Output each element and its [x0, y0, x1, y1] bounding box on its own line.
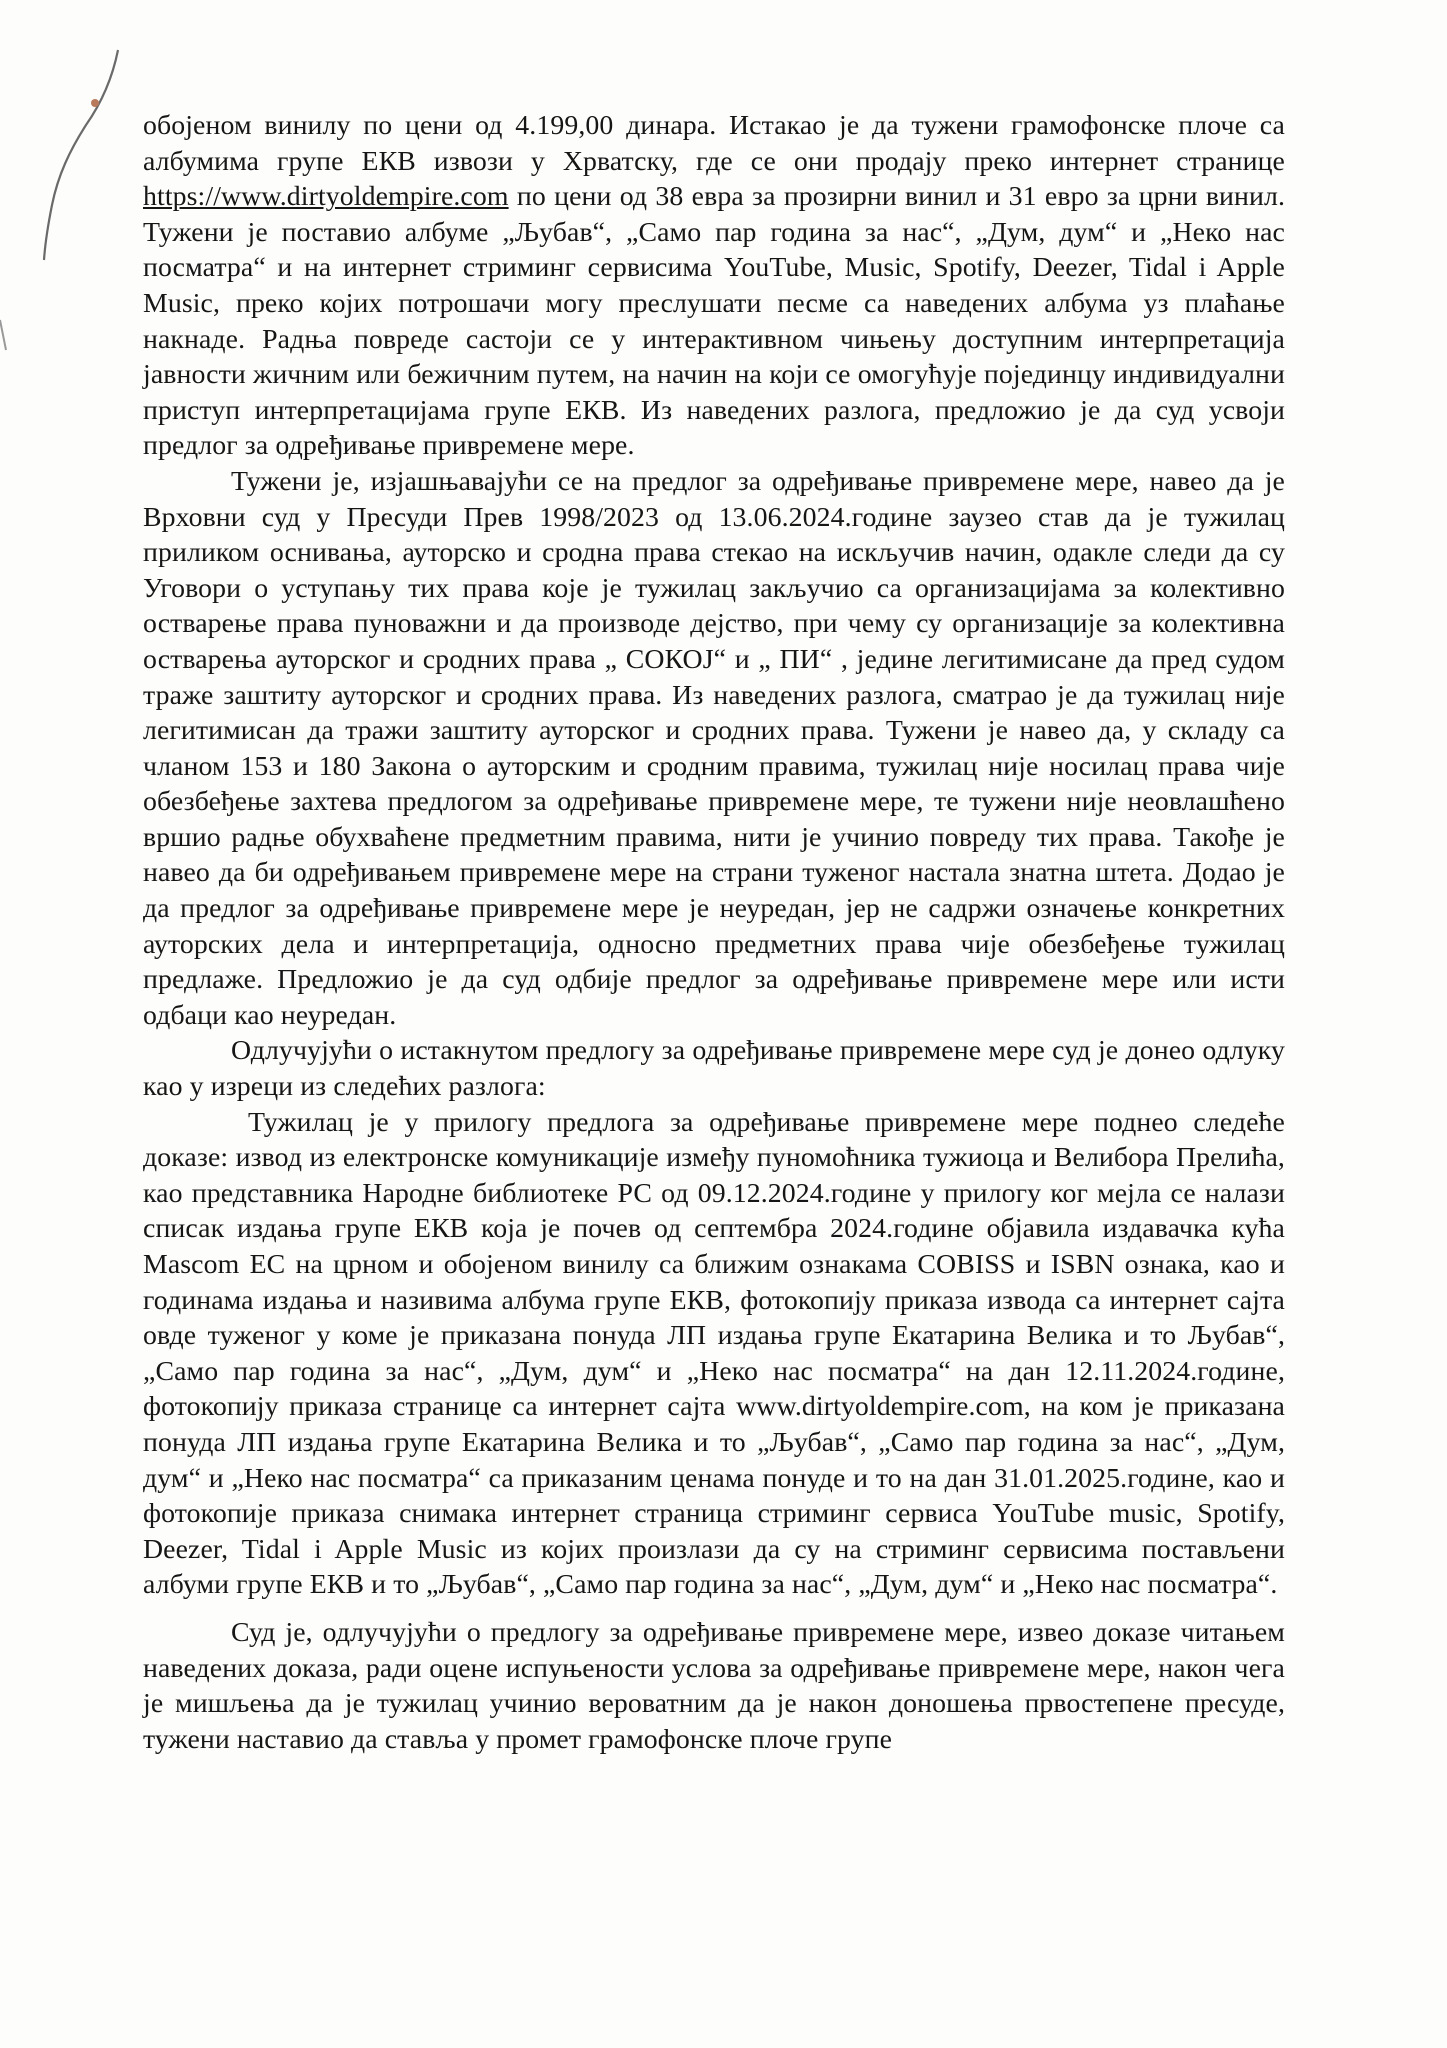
paragraph-text: Суд је, одлучујући о предлогу за одређивање привремене мере, извео доказе читањем наведених доказа, ради оцене испуњености услова за одређивање привремене мере, након чега је мишљења да је тужилац учинио вероватним да је након доношења првостепене пресуде, тужени наставио да ставља у промет грамофонске плоче групе [143, 1616, 1285, 1755]
paragraph-plaintiff-claims [143, 108, 1285, 464]
paragraph-court-decision-intro [143, 1033, 1285, 1104]
paragraph-text: Тужилац је у прилогу предлога за одређивање привремене мере поднео следеће доказе: извод из електронске комуникације између пуномоћника тужиоца и Велибора Прелића, као представника Народне библиотеке РС од 09.12.2024.године у прилогу ког мејла се налази списак издања групе ЕКВ која је почев од септембра 2024.године објавила издавачка кућа Mascom EC на црном и обојеном винилу са ближим ознакама COBISS и ISBN ознака, као и годинама издања и називима албума групе ЕКВ, фотокопију приказа извода са интернет сајта овде туженог у коме је приказана понуда ЛП издања групе Екатарина Велика и то Љубав“, „Само пар година за нас“, „Дум, дум“ и „Неко нас посматра“ на дан 12.11.2024.године, фотокопију приказа странице са интернет сајта www.dirtyoldempire.com, на ком је приказана понуда ЛП издања групе Екатарина Велика и то „Љубав“, „Само пар година за нас“, „Дум, дум“ и „Неко нас посматра“ са приказаним ценама понуде и то на дан 31.01.2025.године, као и фотокопије приказа снимака интернет страница стриминг сервиса YouTube music, Spotify, Deezer, Tidal i Apple Music из којих произлази да су на стриминг сервисима постављени албуми групе ЕКВ и то „Љубав“, „Само пар година за нас“, „Дум, дум“ и „Неко нас посматра“. [143, 1106, 1285, 1601]
paragraph-text: по цени од 38 евра за прозирни винил и 31 евро за црни винил. Тужени је поставио албуме „Љубав“, „Само пар година за нас“, „Дум, дум“ и „Неко нас посматра“ и на интернет стриминг сервисима YouTube, Music, Spotify, Deezer, Tidal i Apple Music, преко којих потрошачи могу преслушати песме са наведених албума уз плаћање накнаде. Радња повреде састоји се у интерактивном чињењу доступним интерпретација јавности жичним или бежичним путем, на начин на који се омогућује појединцу индивидуални приступ интерпретацијама групе ЕКВ. Из наведених разлога, предложио је да суд усвоји предлог за одређивање привремене мере. [143, 181, 1285, 462]
paragraph-defendant-response [143, 464, 1285, 1034]
paragraph-court-reasoning [143, 1615, 1285, 1757]
website-link[interactable]: https://www.dirtyoldempire.com [143, 181, 509, 213]
paragraph-text: обојеном винилу по цени од 4.199,00 динара. Истакао је да тужени грамофонске плоче са албумима групе ЕКВ извози у Хрватску, где се они продају преко интернет странице [143, 110, 1285, 177]
paragraph-text: Тужени је, изјашњавајући се на предлог за одређивање привремене мере, навео да је Врховни суд у Пресуди Прев 1998/2023 од 13.06.2024.године заузео став да је тужилац приликом оснивања, ауторско и сродна права стекао на искључив начин, одакле следи да су Уговори о уступању тих права које је тужилац закључио са организацијама за колективно остварење права пуноважни и да производе дејство, при чему су организације за колективна остварења ауторског и сродних права „ СОКОЈ“ и „ ПИ“ , једине легитимисане да пред судом траже заштиту ауторског и сродних права. Из наведених разлога, сматрао је да тужилац није легитимисан да тражи заштиту ауторског и сродних права. Тужени је навео да, у складу са чланом 153 и 180 Закона о ауторским и сродним правима, тужилац није носилац права чије обезбеђење захтева предлогом за одређивање привремене мере, те тужени није неовлашћено вршио радње обухваћене предметним правима, нити је учинио повреду тих права. Такође је навео да би одређивањем привремене мере на страни туженог настала знатна штета. Додао је да предлог за одређивање привремене мере је неуредан, јер не садржи означење конкретних ауторских дела и интерпретација, односно предметних права чије обезбеђење тужилац предлаже. Предложио је да суд одбије предлог за одређивање привремене мере или исти одбаци као неуредан. [143, 465, 1285, 1031]
document-body [143, 108, 1285, 1757]
paragraph-text: Одлучујући о истакнутом предлогу за одређивање привремене мере суд је донео одлуку као у изреци из следећих разлога: [143, 1035, 1285, 1103]
paragraph-evidence-list [143, 1105, 1285, 1603]
